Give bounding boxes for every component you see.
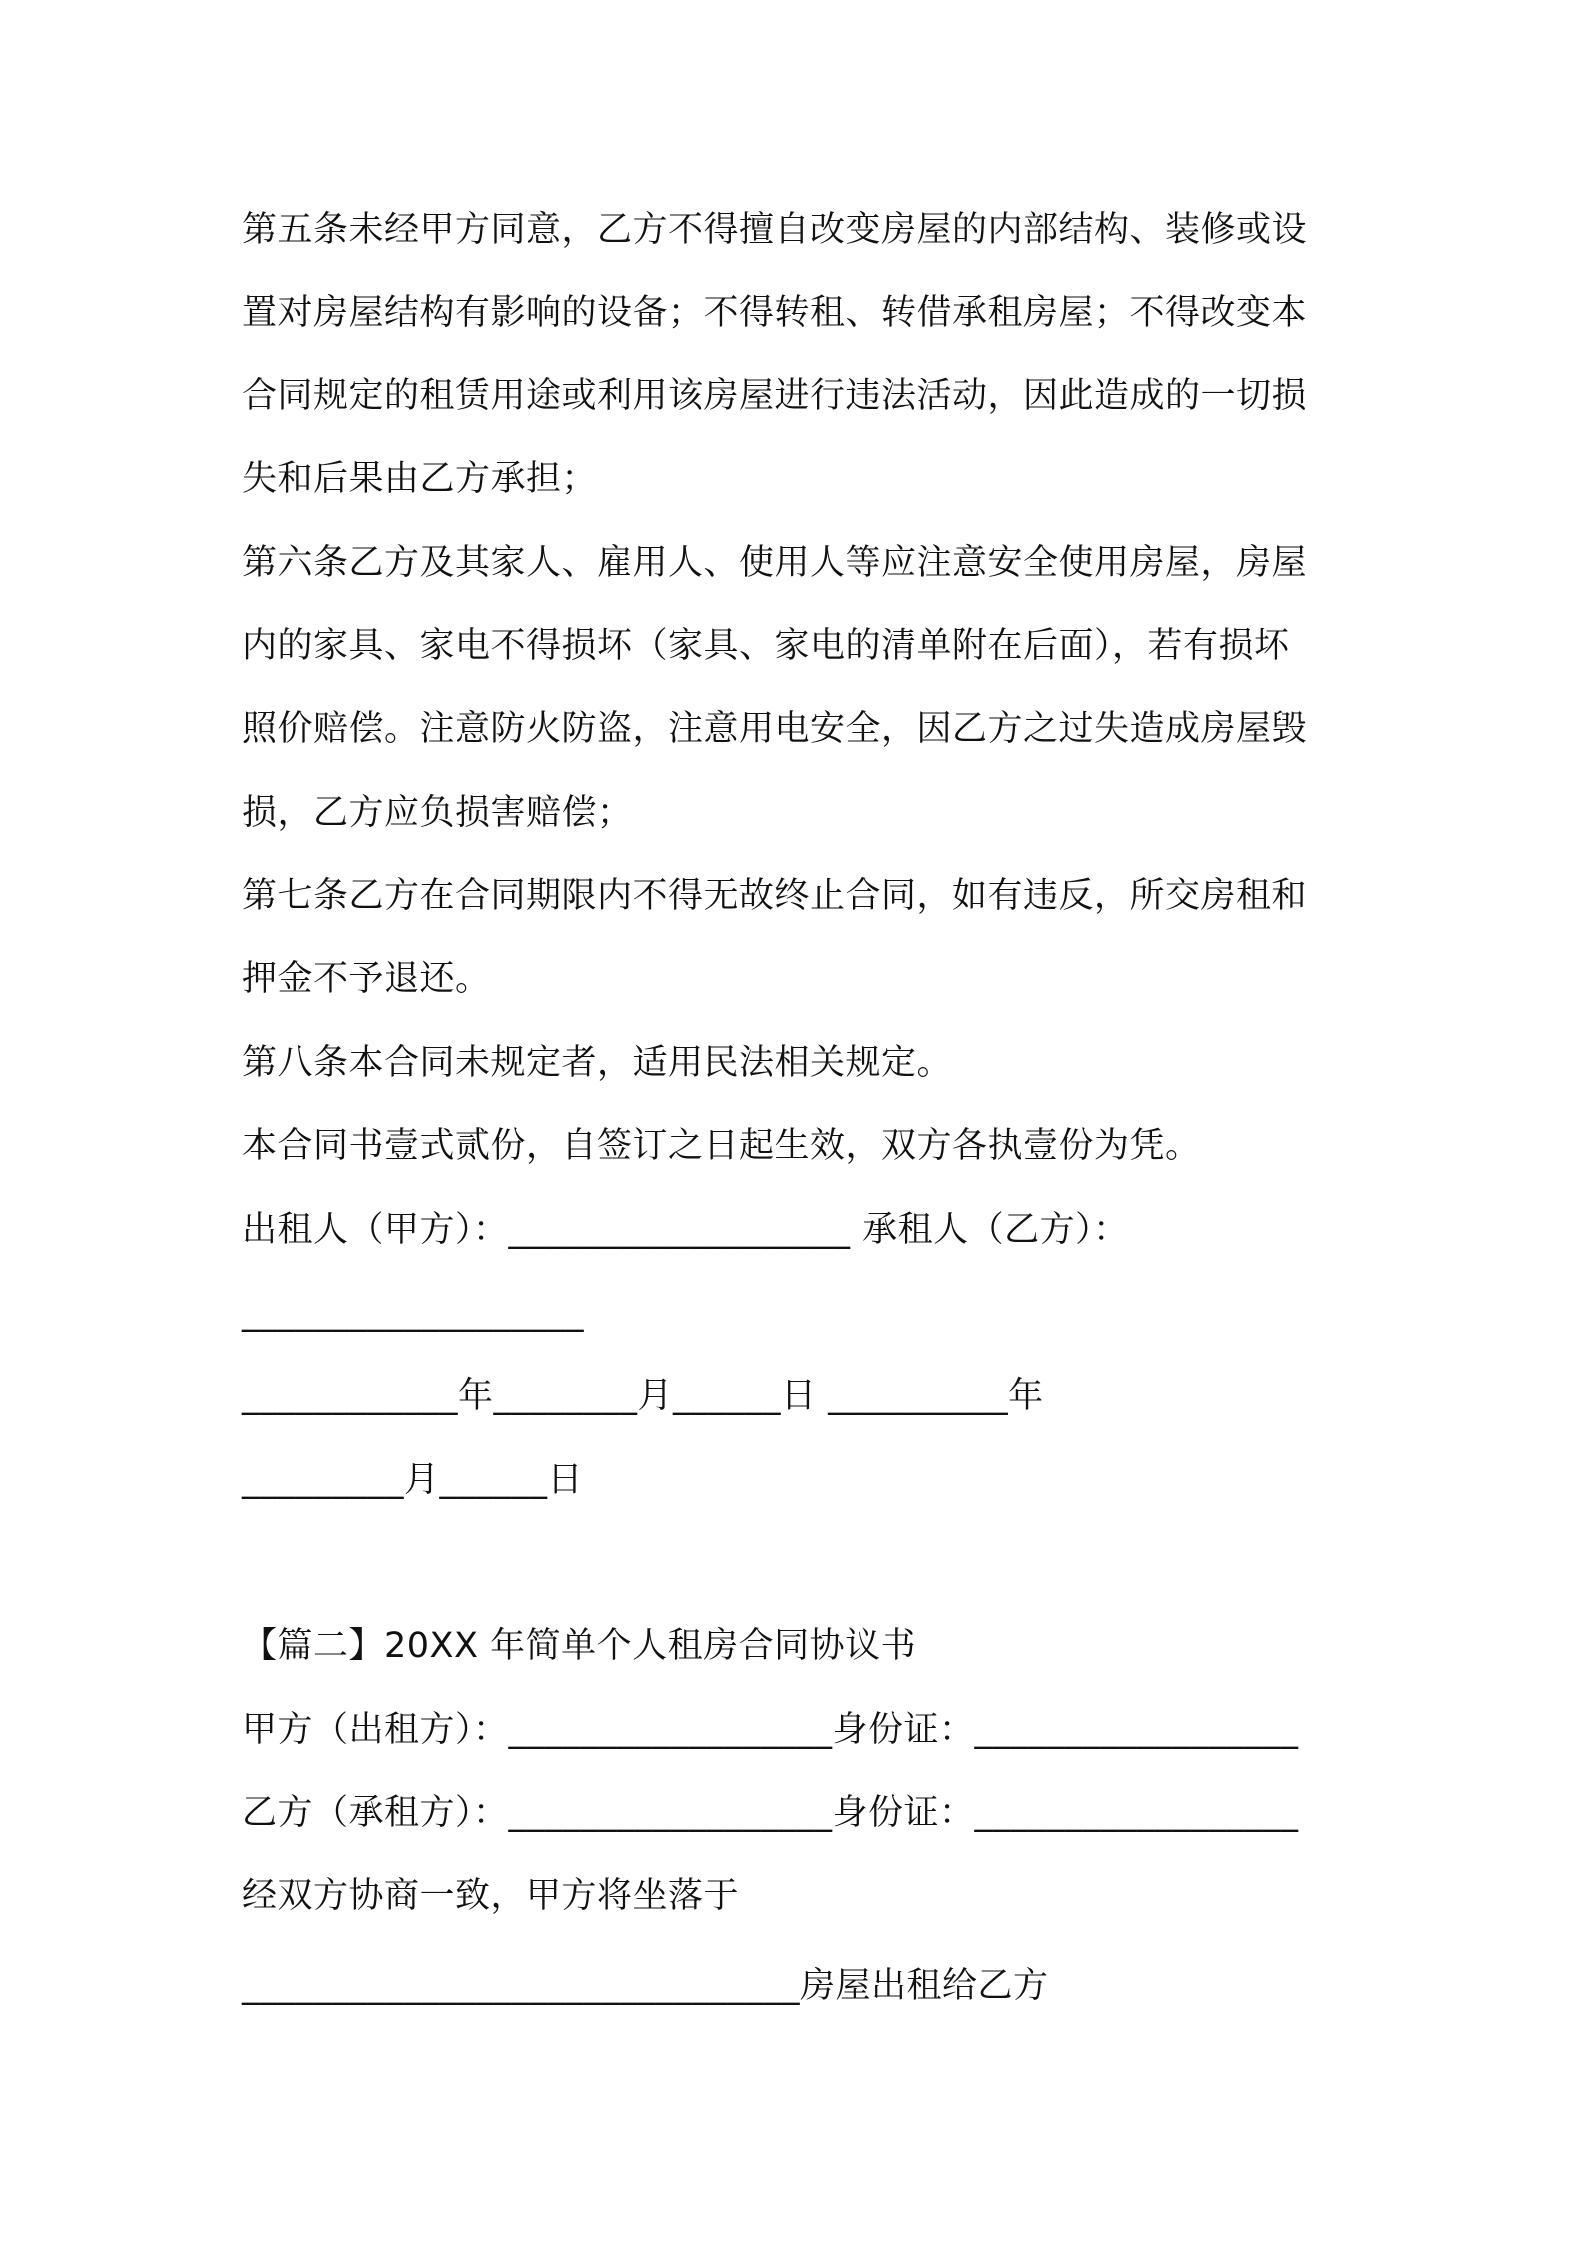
text-line: 内的家具、家电不得损坏（家具、家电的清单附在后面），若有损坏 [242,626,1290,666]
text-line: 经双方协商一致，甲方将坐落于 [242,1876,740,1916]
section-heading: 【篇二】20XX 年简单个人租房合同协议书 [242,1626,917,1666]
text-line: 押金不予退还。 [242,959,491,999]
text-line: 第八条本合同未规定者，适用民法相关规定。 [242,1043,953,1083]
party-b-line: 乙方（承租方）：__________________身份证：__________________ [242,1793,1299,1833]
text-line: 合同规定的租赁用途或利用该房屋进行违法活动，因此造成的一切损 [242,376,1308,416]
signature-parties-line: 出租人（甲方）：___________________ 承租人（乙方）： [242,1210,1129,1250]
text-line: 置对房屋结构有影响的设备；不得转租、转借承租房屋；不得改变本 [242,293,1308,333]
text-line: 失和后果由乙方承担； [242,459,598,499]
text-line: 第六条乙方及其家人、雇用人、使用人等应注意安全使用房屋，房屋 [242,543,1308,583]
text-line: 第五条未经甲方同意，乙方不得擅自改变房屋的内部结构、装修或设 [242,210,1308,250]
signature-blank-line: ___________________ [242,1293,584,1333]
date-blank-line: _________月______日 [242,1460,584,1500]
text-line: 照价赔偿。注意防火防盗，注意用电安全，因乙方之过失造成房屋毁 [242,709,1308,749]
text-line: 第七条乙方在合同期限内不得无故终止合同，如有违反，所交房租和 [242,876,1308,916]
text-line: 损，乙方应负损害赔偿； [242,793,633,833]
text-line: 本合同书壹式贰份，自签订之日起生效，双方各执壹份为凭。 [242,1126,1201,1166]
address-blank-line: _______________________________房屋出租给乙方 [242,1966,1049,2006]
party-a-line: 甲方（出租方）：__________________身份证：__________________ [242,1710,1299,1750]
date-blank-line: ____________年________月______日 __________年 [242,1376,1044,1416]
